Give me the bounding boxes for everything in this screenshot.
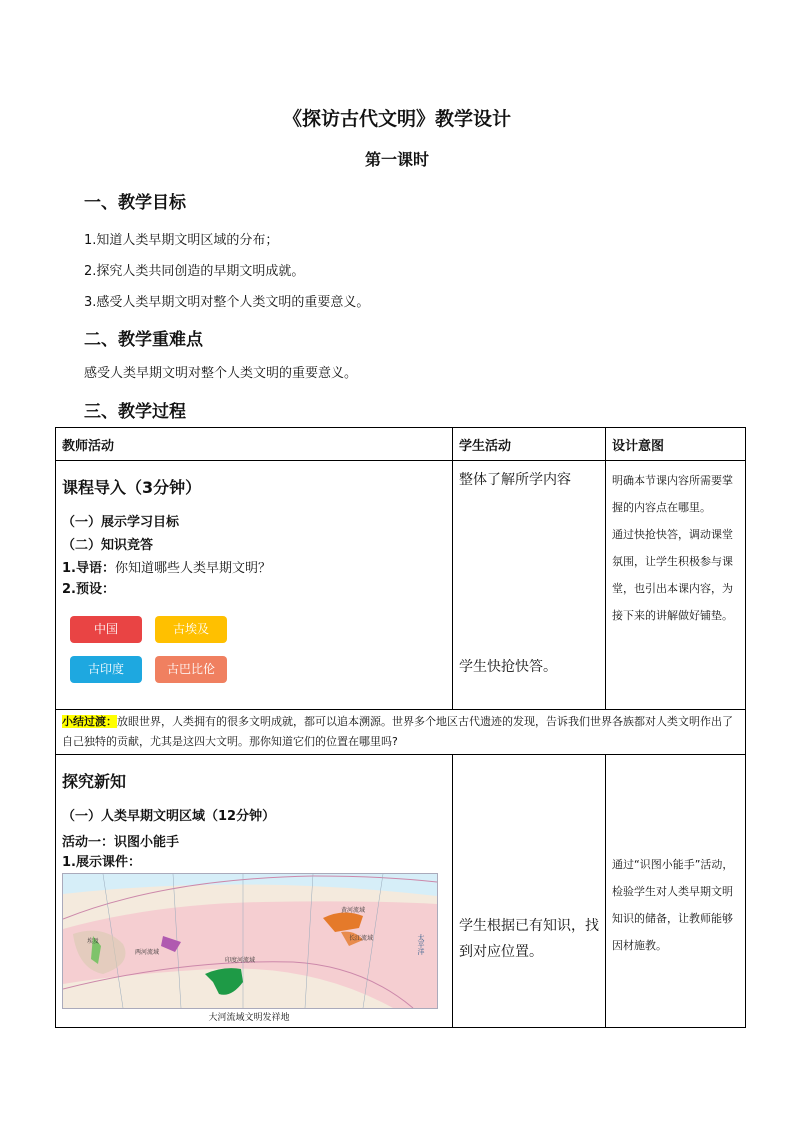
answer-china-button[interactable]: 中国 <box>70 616 142 643</box>
explore-activity: 活动一：识图小能手 <box>62 835 180 850</box>
map-label-egypt: 埃及 <box>87 938 100 945</box>
document-subtitle: 第一课时 <box>364 150 429 169</box>
objective-1: 1.知道人类早期文明区域的分布； <box>84 233 279 248</box>
objective-2: 2.探究人类共同创造的早期文明成就。 <box>84 264 305 279</box>
intro-intent-2: 通过快抢快答，调动课堂氛围，让学生积极参与课堂，也引出本课内容，为接下来的讲解做好铺垫。 <box>612 528 733 622</box>
intro-item-2: （二）知识竞答 <box>62 538 154 553</box>
intro-intent-1: 明确本节课内容所需要掌握的内容点在哪里。 <box>612 474 733 514</box>
intro-intent-cell <box>606 461 746 710</box>
section-heading-objectives: 一、教学目标 <box>84 193 186 213</box>
explore-student-cell <box>453 755 606 1028</box>
explore-sub-1: （一）人类早期文明区域（12分钟） <box>62 809 276 824</box>
explore-student-text: 学生根据已有知识，找到对应位置。 <box>459 918 599 960</box>
objective-3: 3.感受人类早期文明对整个人类文明的重要意义。 <box>84 295 370 310</box>
map-caption: 大河流域文明发祥地 <box>208 1013 290 1023</box>
map-label-yangtze-river: 长江流域 <box>349 935 374 942</box>
transition-tag: 小结过渡： <box>62 715 117 728</box>
explore-teacher-cell <box>56 755 453 1028</box>
explore-intent-text: 通过“识图小能手”活动，检验学生对人类早期文明知识的储备，让教师能够因材施教。 <box>612 858 734 952</box>
map-label-yellow-river: 黄河流域 <box>341 907 366 914</box>
intro-title: 课程导入（3分钟） <box>62 478 202 497</box>
answer-babylon-button[interactable]: 古巴比伦 <box>155 656 227 683</box>
explore-intent-cell <box>606 755 746 1028</box>
intro-student-1: 整体了解所学内容 <box>459 472 571 488</box>
transition-cell <box>56 710 746 755</box>
header-student: 学生活动 <box>453 428 606 461</box>
intro-preset: 2.预设： <box>62 582 115 597</box>
explore-show: 1.展示课件： <box>62 855 141 870</box>
map-label-ocean: 太平洋 <box>417 934 425 955</box>
river-civilization-map <box>62 873 438 1009</box>
intro-item-1: （一）展示学习目标 <box>62 515 180 530</box>
transition-text: 小结过渡：放眼世界，人类拥有的很多文明成就，都可以追本溯源。世界多个地区古代遗迹的发现，告诉我们世界各族都对人类文明作出了自己独特的贡献，尤其是这四大文明。那你知道它们的位置在哪里吗? <box>62 715 733 748</box>
section-heading-process: 三、教学过程 <box>84 402 186 422</box>
header-intent: 设计意图 <box>606 428 746 461</box>
lesson-process-table <box>55 427 746 1028</box>
table-row-explore <box>56 755 746 1028</box>
header-teacher: 教师活动 <box>56 428 453 461</box>
map-label-mesopotamia: 两河流域 <box>135 949 160 956</box>
key-point-text: 感受人类早期文明对整个人类文明的重要意义。 <box>84 366 358 381</box>
intro-student-cell <box>453 461 606 710</box>
explore-title: 探究新知 <box>62 772 127 791</box>
answer-india-button[interactable]: 古印度 <box>70 656 142 683</box>
intro-student-2: 学生快抢快答。 <box>459 659 557 675</box>
map-label-india: 印度河流域 <box>225 957 256 964</box>
table-row-transition <box>56 710 746 755</box>
intro-question: 1.导语：你知道哪些人类早期文明？ <box>62 561 271 576</box>
table-row-intro <box>56 461 746 710</box>
answer-egypt-button[interactable]: 古埃及 <box>155 616 227 643</box>
section-heading-key-points: 二、教学重难点 <box>84 330 203 350</box>
map-svg <box>63 874 437 1008</box>
table-header-row <box>56 428 746 461</box>
document-title: 《探访古代文明》教学设计 <box>282 108 511 130</box>
intro-teacher-cell <box>56 461 453 710</box>
